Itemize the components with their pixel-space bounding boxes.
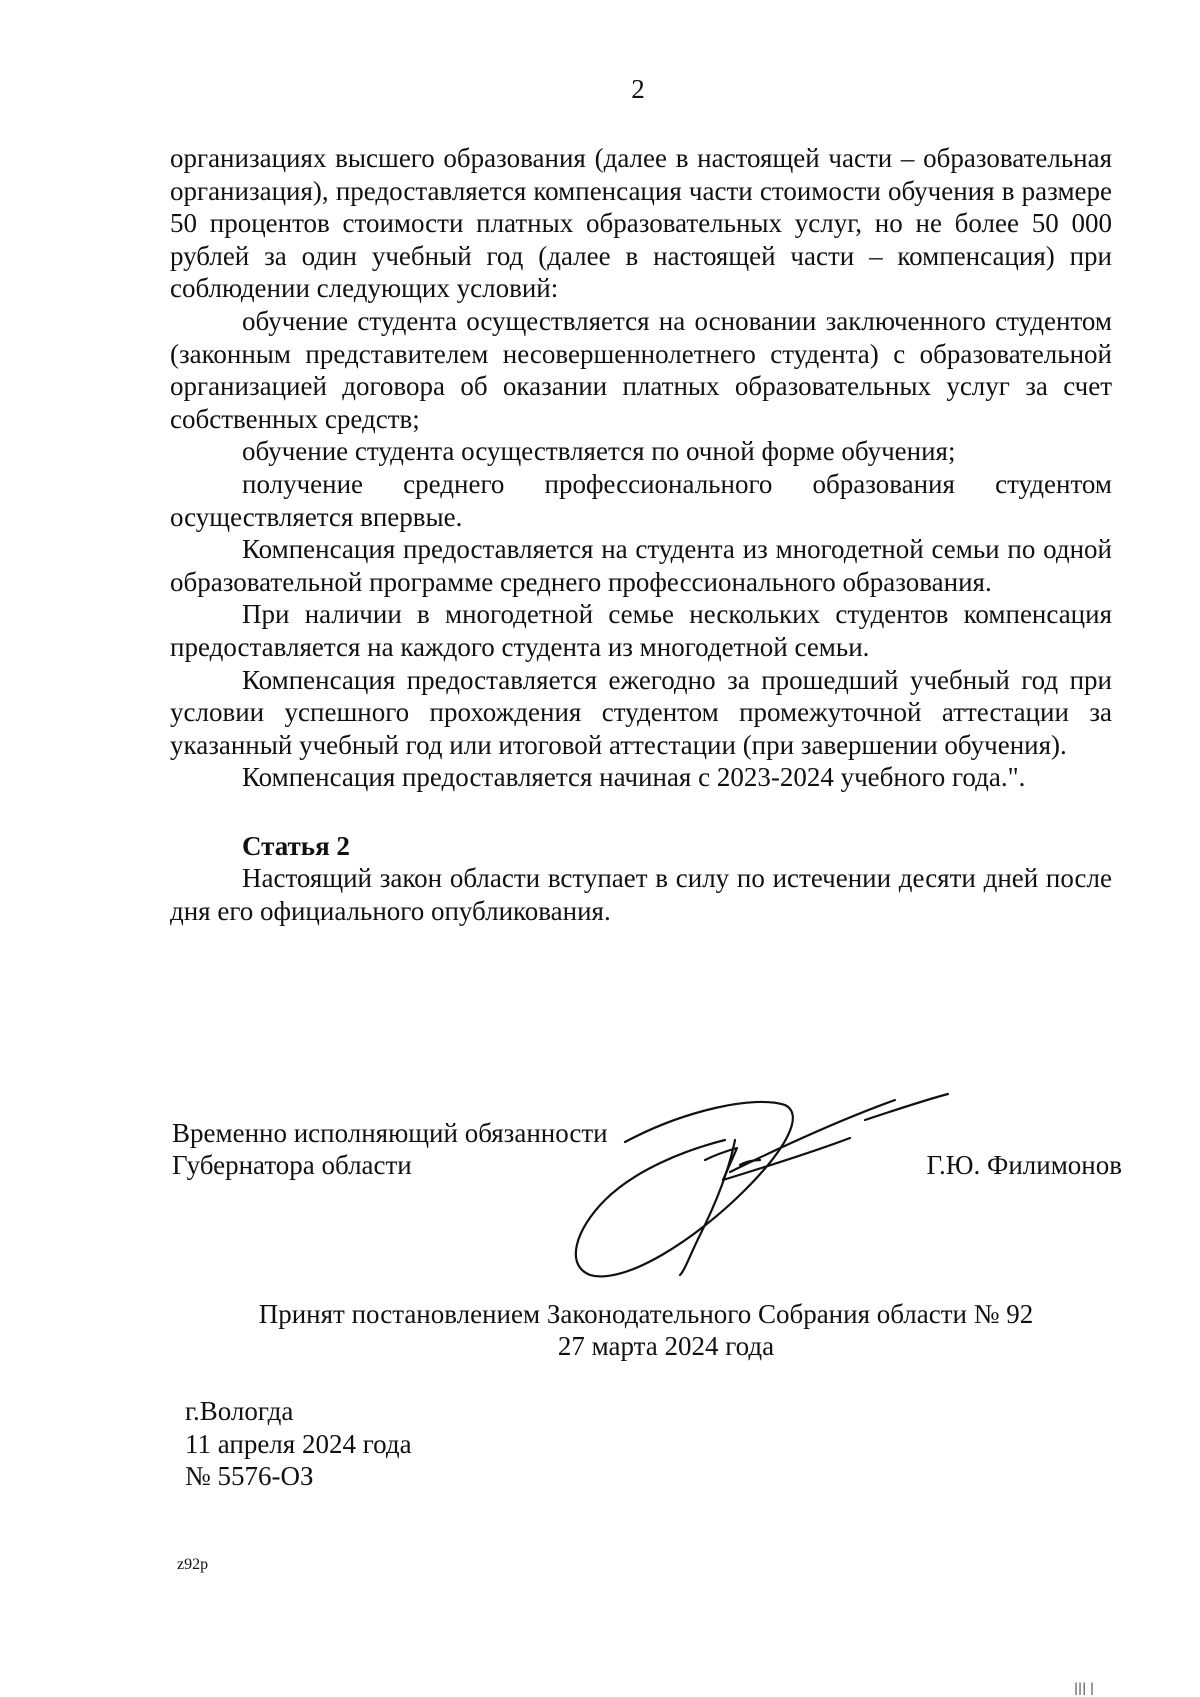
place-date-number	[185, 1395, 412, 1493]
paragraph-condition-contract: обучение студента осуществляется на основании заключенного студентом (законным представителем несовершеннолетнего студента) с образовательной организацией договора об оказании платных образовательных услуг за счет собственных средств;	[170, 305, 1112, 434]
paragraph-condition-first-time: получение среднего профессионального образования студентом осуществляется впервые.	[170, 468, 1112, 532]
law-text	[170, 142, 1112, 928]
adoption-line: Принят постановлением Законодательного Собрания области № 92	[258, 1299, 1034, 1329]
signing-date: 11 апреля 2024 года	[185, 1428, 412, 1459]
paragraph-condition-fulltime: обучение студента осуществляется по очной форме обучения;	[242, 436, 956, 467]
page-number: 2	[631, 74, 645, 104]
paragraph-start-year: Компенсация предоставляется начиная с 2023-2024 учебного года.".	[242, 762, 1026, 793]
adoption-statement	[172, 1298, 1120, 1362]
adoption-date: 27 марта 2024 года	[557, 1331, 775, 1361]
signer-position-line2: Губернатора области	[172, 1150, 412, 1180]
scan-marks: ||| |	[1074, 1681, 1094, 1695]
article-heading: Статья 2	[242, 830, 350, 861]
handwritten-signature	[485, 1070, 1005, 1310]
city: г.Вологда	[185, 1396, 294, 1426]
paragraph-several-students: При наличии в многодетной семье нескольких студентов компенсация предоставляется на каждого студента из многодетной семьи.	[170, 599, 1112, 662]
paragraph-annual: Компенсация предоставляется ежегодно за прошедший учебный год при условии успешного прохождения студентом промежуточной аттестации за указанный учебный год или итоговой аттестации (при завершении обучения).	[170, 664, 1112, 760]
document-code: z92p	[177, 1556, 209, 1573]
signer-name: Г.Ю. Филимонов	[926, 1150, 1122, 1180]
law-number: № 5576-ОЗ	[185, 1461, 314, 1491]
signer-position-line1: Временно исполняющий обязанности	[172, 1118, 608, 1148]
paragraph-one-program: Компенсация предоставляется на студента из многодетной семьи по одной образовательной программе среднего профессионального образования.	[170, 534, 1112, 597]
paragraph-continued: организациях высшего образования (далее в настоящей части – образовательная организация), предоставляется компенсация части стоимости обучения в размере 50 процентов стоимости платных образовательных услуг, но не более 50 000 рублей за один учебный год (далее в настоящей части – компенсация) при соблюдении следующих условий:	[170, 143, 1112, 304]
article-text: Настоящий закон области вступает в силу по истечении десяти дней после дня его официального опубликования.	[170, 863, 1112, 927]
